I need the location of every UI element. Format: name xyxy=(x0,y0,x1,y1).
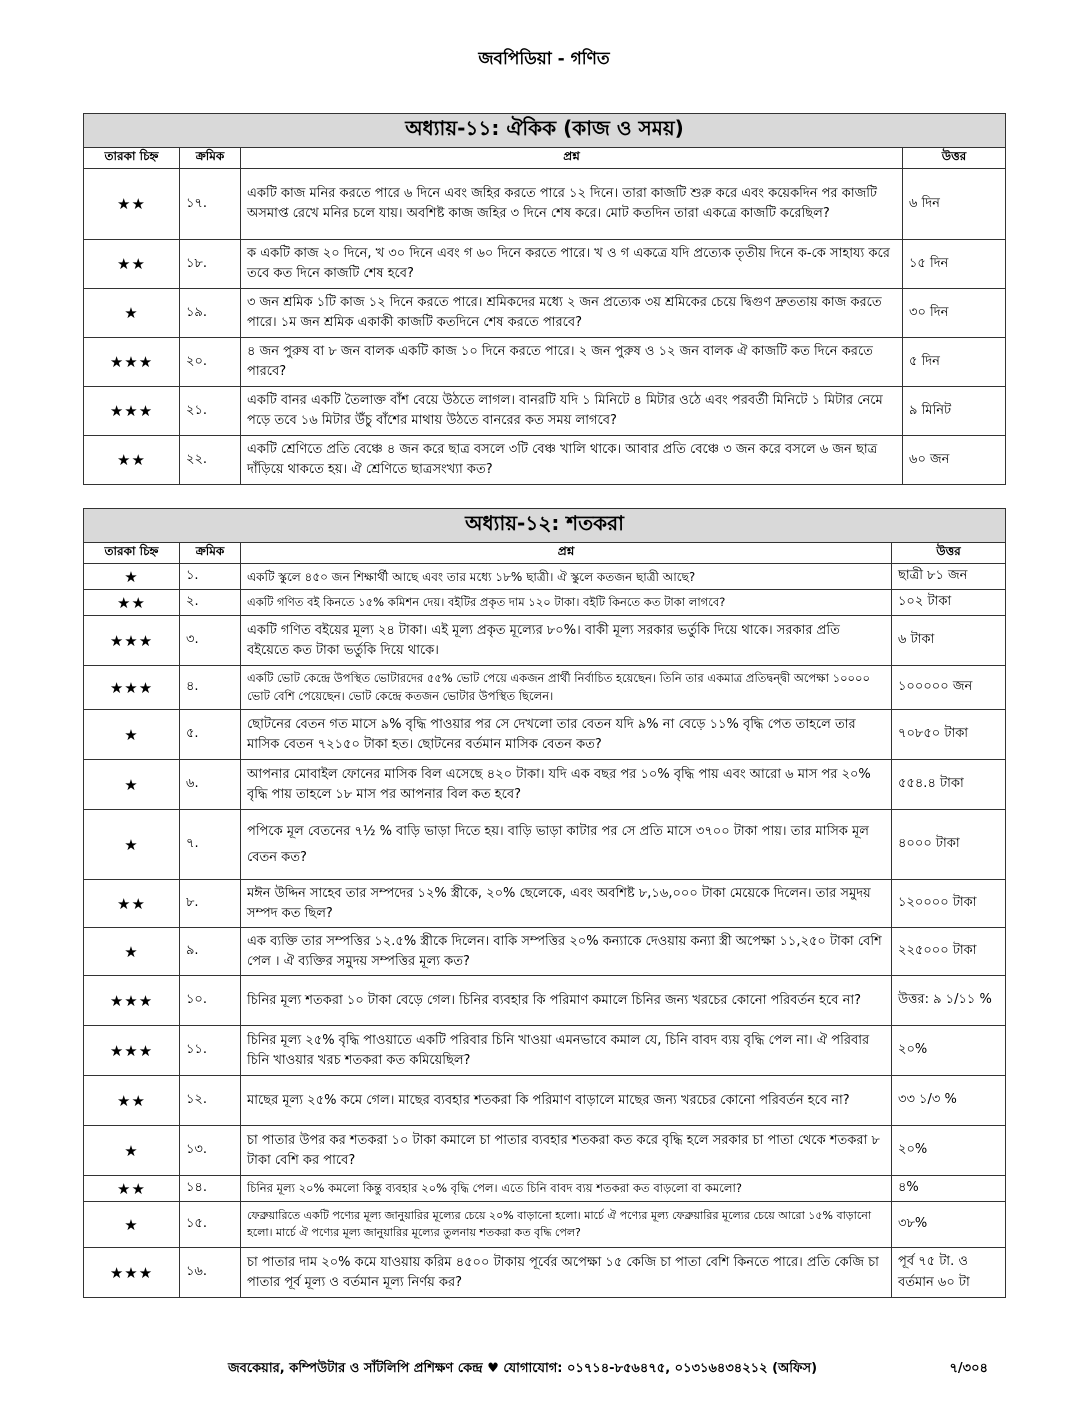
star-rating: ★ xyxy=(84,564,180,590)
star-rating: ★ xyxy=(84,760,180,810)
star-rating: ★★★ xyxy=(84,1026,180,1076)
star-rating: ★★ xyxy=(84,1176,180,1202)
star-rating: ★ xyxy=(84,810,180,880)
question-text: চা পাতার উপর কর শতকরা ১০ টাকা কমালে চা পাতার ব্যবহার শতকরা কত করে বৃদ্ধি হলে সরকার চা পাতা থেকে শতকরা ৮ টাকা বেশি কর পাবে? xyxy=(241,1126,892,1176)
question-text: একটি স্কুলে ৪৫০ জন শিক্ষার্থী আছে এবং তার মধ্যে ১৮% ছাত্রী। ঐ স্কুলে কতজন ছাত্রী আছে? xyxy=(241,564,892,590)
table-row xyxy=(84,338,1006,387)
serial-number: ১০. xyxy=(180,976,241,1026)
table-row xyxy=(84,976,1006,1026)
answer-text: ১২০০০০ টাকা xyxy=(892,880,1006,928)
answer-text: ছাত্রী ৮১ জন xyxy=(892,564,1006,590)
page-footer xyxy=(228,1359,988,1380)
question-text: চিনির মূল্য ২০% কমলো কিন্তু ব্যবহার ২০% বৃদ্ধি পেল। এতে চিনি বাবদ ব্যয় শতকরা কত বাড়লো বা কমলো? xyxy=(241,1176,892,1202)
table-row xyxy=(84,1026,1006,1076)
answer-text: ৯ মিনিট xyxy=(903,387,1006,436)
serial-number: ৩. xyxy=(180,616,241,666)
column-header-answer: উত্তর xyxy=(903,148,1006,169)
serial-number: ১২. xyxy=(180,1076,241,1126)
serial-number: ৬. xyxy=(180,760,241,810)
serial-number: ৭. xyxy=(180,810,241,880)
answer-text: ১০২ টাকা xyxy=(892,590,1006,616)
question-text: ফেব্রুয়ারিতে একটি পণ্যের মূল্য জানুয়ারির মূল্যের চেয়ে ২০% বাড়ানো হলো। মার্চে ঐ পণ্যের মূল্য ফেব্রুয়ারির মূল্যের চেয়ে আরো ১৫% বাড়ানো হলো। মার্চে ঐ পণ্যের মূল্য জানুয়ারির মূল্যের তুলনায় শতকরা কত বৃদ্ধি পেল? xyxy=(241,1202,892,1248)
answer-text: ৬ দিন xyxy=(903,169,1006,240)
question-text: একটি গণিত বইয়ের মূল্য ২৪ টাকা। এই মূল্য প্রকৃত মূল্যের ৮০%। বাকী মূল্য সরকার ভর্তুকি দিয়ে থাকে। সরকার প্রতি বইয়েতে কত টাকা ভর্তুকি দিয়ে থাকে। xyxy=(241,616,892,666)
question-text: ক একটি কাজ ২০ দিনে, খ ৩০ দিনে এবং গ ৬০ দিনে করতে পারে। খ ও গ একত্রে যদি প্রত্যেক তৃতীয় দিনে ক-কে সাহায্য করে তবে কত দিনে কাজটি শেষ হবে? xyxy=(241,240,903,289)
question-text: এক ব্যক্তি তার সম্পত্তির ১২.৫% স্ত্রীকে দিলেন। বাকি সম্পত্তির ২০% কন্যাকে দেওয়ায় কন্যা স্ত্রী অপেক্ষা ১১,২৫০ টাকা বেশি পেল । ঐ ব্যক্তির সমুদয় সম্পত্তির মূল্য কত? xyxy=(241,928,892,976)
question-text: একটি শ্রেণিতে প্রতি বেঞ্চে ৪ জন করে ছাত্র বসলে ৩টি বেঞ্চ খালি থাকে। আবার প্রতি বেঞ্চে ৩ জন করে বসলে ৬ জন ছাত্র দাঁড়িয়ে থাকতে হয়। ঐ শ্রেণিতে ছাত্রসংখ্যা কত? xyxy=(241,436,903,485)
table-row xyxy=(84,666,1006,710)
column-header-stars: তারকা চিহ্ন xyxy=(84,148,180,169)
answer-text: ৬০ জন xyxy=(903,436,1006,485)
answer-text: ৩৩ ১/৩ % xyxy=(892,1076,1006,1126)
table-row xyxy=(84,810,1006,880)
star-rating: ★★★ xyxy=(84,338,180,387)
serial-number: ২০. xyxy=(180,338,241,387)
star-rating: ★★★ xyxy=(84,976,180,1026)
chapter-title: অধ্যায়-১২: শতকরা xyxy=(84,509,1006,543)
answer-text: ৩০ দিন xyxy=(903,289,1006,338)
table-row xyxy=(84,1202,1006,1248)
question-text: চা পাতার দাম ২০% কমে যাওয়ায় করিম ৪৫০০ টাকায় পূর্বের অপেক্ষা ১৫ কেজি চা পাতা বেশি কিনতে পারে। প্রতি কেজি চা পাতার পূর্ব মূল্য ও বর্তমান মূল্য নির্ণয় কর? xyxy=(241,1248,892,1298)
question-text: চিনির মূল্য ২৫% বৃদ্ধি পাওয়াতে একটি পরিবার চিনি খাওয়া এমনভাবে কমাল যে, চিনি বাবদ ব্যয় বৃদ্ধি পেল না। ঐ পরিবার চিনি খাওয়ার খরচ শতকরা কত কমিয়েছিল? xyxy=(241,1026,892,1076)
page-header: জবপিডিয়া - গণিত xyxy=(478,49,610,69)
answer-text: ৩৮% xyxy=(892,1202,1006,1248)
table-row xyxy=(84,616,1006,666)
question-text: চিনির মূল্য শতকরা ১০ টাকা বেড়ে গেল। চিনির ব্যবহার কি পরিমাণ কমালে চিনির জন্য খরচের কোনো পরিবর্তন হবে না? xyxy=(241,976,892,1026)
footer-contact: যোগাযোগ: ০১৭১৪-৮৫৬৪৭৫, ০১৩১৬৪৩৪২১২ (অফিস) xyxy=(503,1361,818,1376)
serial-number: ১১. xyxy=(180,1026,241,1076)
column-header-serial: ক্রমিক xyxy=(180,148,241,169)
question-text: একটি ভোট কেন্দ্রে উপস্থিত ভোটারদের ৫৫% ভোট পেয়ে একজন প্রার্থী নির্বাচিত হয়েছেন। তিনি তার একমাত্র প্রতিদ্বন্দ্বী অপেক্ষা ১০০০০ ভোট বেশি পেয়েছেন। ভোট কেন্দ্রে কতজন ভোটার উপস্থিত ছিলেন। xyxy=(241,666,892,710)
question-text: একটি বানর একটি তৈলাক্ত বাঁশ বেয়ে উঠতে লাগল। বানরটি যদি ১ মিনিটে ৪ মিটার ওঠে এবং পরবর্তী মিনিটে ১ মিটার নেমে পড়ে তবে ১৬ মিটার উঁচু বাঁশের মাথায় উঠতে বানরের কত সময় লাগবে? xyxy=(241,387,903,436)
serial-number: ৫. xyxy=(180,710,241,760)
star-rating: ★★ xyxy=(84,1076,180,1126)
column-header-question: প্রশ্ন xyxy=(241,543,892,564)
serial-number: ২২. xyxy=(180,436,241,485)
star-rating: ★★★ xyxy=(84,666,180,710)
table-row xyxy=(84,1076,1006,1126)
serial-number: ১৫. xyxy=(180,1202,241,1248)
table-row xyxy=(84,1248,1006,1298)
table-row xyxy=(84,387,1006,436)
heart-icon: ♥ xyxy=(487,1361,499,1376)
question-text: ৩ জন শ্রমিক ১টি কাজ ১২ দিনে করতে পারে। শ্রমিকদের মধ্যে ২ জন প্রত্যেক ৩য় শ্রমিকের চেয়ে দ্বিগুণ দ্রুততায় কাজ করতে পারে। ১ম জন শ্রমিক একাকী কাজটি কতদিনে শেষ করতে পারবে? xyxy=(241,289,903,338)
table-row xyxy=(84,590,1006,616)
column-header-stars: তারকা চিহ্ন xyxy=(84,543,180,564)
table-row xyxy=(84,1126,1006,1176)
star-rating: ★★ xyxy=(84,169,180,240)
answer-text: ৭০৮৫০ টাকা xyxy=(892,710,1006,760)
serial-number: ৪. xyxy=(180,666,241,710)
column-header-answer: উত্তর xyxy=(892,543,1006,564)
table-row xyxy=(84,880,1006,928)
question-text: ছোটনের বেতন গত মাসে ৯% বৃদ্ধি পাওয়ার পর সে দেখলো তার বেতন যদি ৯% না বেড়ে ১১% বৃদ্ধি পেত তাহলে তার মাসিক বেতন ৭২১৫০ টাকা হত। ছোটনের বর্তমান মাসিক বেতন কত? xyxy=(241,710,892,760)
table-row xyxy=(84,928,1006,976)
star-rating: ★ xyxy=(84,928,180,976)
answer-text: ২০% xyxy=(892,1026,1006,1076)
serial-number: ১৭. xyxy=(180,169,241,240)
answer-text: ১০০০০০ জন xyxy=(892,666,1006,710)
star-rating: ★★★ xyxy=(84,387,180,436)
serial-number: ৯. xyxy=(180,928,241,976)
question-text: ৪ জন পুরুষ বা ৮ জন বালক একটি কাজ ১০ দিনে করতে পারে। ২ জন পুরুষ ও ১২ জন বালক ঐ কাজটি কত দিনে করতে পারবে? xyxy=(241,338,903,387)
star-rating: ★ xyxy=(84,710,180,760)
answer-text: ২২৫০০০ টাকা xyxy=(892,928,1006,976)
footer-organization: জবকেয়ার, কম্পিউটার ও সাঁটলিপি প্রশিক্ষণ কেন্দ্র xyxy=(228,1361,483,1376)
serial-number: ২. xyxy=(180,590,241,616)
table-row xyxy=(84,240,1006,289)
answer-text: ১৫ দিন xyxy=(903,240,1006,289)
table-row xyxy=(84,710,1006,760)
star-rating: ★★★ xyxy=(84,1248,180,1298)
serial-number: ১৮. xyxy=(180,240,241,289)
serial-number: ২১. xyxy=(180,387,241,436)
serial-number: ১৪. xyxy=(180,1176,241,1202)
star-rating: ★ xyxy=(84,289,180,338)
serial-number: ১৩. xyxy=(180,1126,241,1176)
star-rating: ★★ xyxy=(84,880,180,928)
star-rating: ★★ xyxy=(84,436,180,485)
serial-number: ৮. xyxy=(180,880,241,928)
star-rating: ★ xyxy=(84,1202,180,1248)
page-number: ৭/৩০৪ xyxy=(949,1361,988,1376)
question-text: একটি কাজ মনির করতে পারে ৬ দিনে এবং জহির করতে পারে ১২ দিনে। তারা কাজটি শুরু করে এবং কয়েকদিন পর কাজটি অসমাপ্ত রেখে মনির চলে যায়। অবশিষ্ট কাজ জহির ৩ দিনে শেষ করে। মোট কতদিন তারা একত্রে কাজটি করেছিল? xyxy=(241,169,903,240)
question-text: একটি গণিত বই কিনতে ১৫% কমিশন দেয়। বইটির প্রকৃত দাম ১২০ টাকা। বইটি কিনতে কত টাকা লাগবে? xyxy=(241,590,892,616)
answer-text: পূর্ব ৭৫ টা. ও বর্তমান ৬০ টা xyxy=(892,1248,1006,1298)
question-text: আপনার মোবাইল ফোনের মাসিক বিল এসেছে ৪২০ টাকা। যদি এক বছর পর ১০% বৃদ্ধি পায় এবং আরো ৬ মাস পর ২০% বৃদ্ধি পায় তাহলে ১৮ মাস পর আপনার বিল কত হবে? xyxy=(241,760,892,810)
answer-text: ৪০০০ টাকা xyxy=(892,810,1006,880)
serial-number: ১. xyxy=(180,564,241,590)
table-row xyxy=(84,564,1006,590)
column-header-serial: ক্রমিক xyxy=(180,543,241,564)
answer-text: ৪% xyxy=(892,1176,1006,1202)
star-rating: ★★ xyxy=(84,240,180,289)
chapter-12-table xyxy=(83,508,1006,1298)
table-row xyxy=(84,289,1006,338)
answer-text: উত্তর: ৯ ১/১১ % xyxy=(892,976,1006,1026)
table-row xyxy=(84,169,1006,240)
star-rating: ★ xyxy=(84,1126,180,1176)
table-row xyxy=(84,760,1006,810)
answer-text: ৬ টাকা xyxy=(892,616,1006,666)
table-row xyxy=(84,1176,1006,1202)
question-text: মাছের মূল্য ২৫% কমে গেল। মাছের ব্যবহার শতকরা কি পরিমাণ বাড়ালে মাছের জন্য খরচের কোনো পরিবর্তন হবে না? xyxy=(241,1076,892,1126)
chapter-title: অধ্যায়-১১: ঐকিক (কাজ ও সময়) xyxy=(84,114,1006,148)
serial-number: ১৬. xyxy=(180,1248,241,1298)
serial-number: ১৯. xyxy=(180,289,241,338)
chapter-11-table xyxy=(83,113,1006,485)
question-text: পপিকে মূল বেতনের ৭½ % বাড়ি ভাড়া দিতে হয়। বাড়ি ভাড়া কাটার পর সে প্রতি মাসে ৩৭০০ টাকা পায়। তার মাসিক মূল বেতন কত? xyxy=(241,810,892,880)
star-rating: ★★★ xyxy=(84,616,180,666)
answer-text: ৫৫৪.৪ টাকা xyxy=(892,760,1006,810)
question-text: মঈন উদ্দিন সাহেব তার সম্পদের ১২% স্ত্রীকে, ২০% ছেলেকে, এবং অবশিষ্ট ৮,১৬,০০০ টাকা মেয়েকে দিলেন। তার সমুদয় সম্পদ কত ছিল? xyxy=(241,880,892,928)
star-rating: ★★ xyxy=(84,590,180,616)
table-row xyxy=(84,436,1006,485)
answer-text: ২০% xyxy=(892,1126,1006,1176)
column-header-question: প্রশ্ন xyxy=(241,148,903,169)
answer-text: ৫ দিন xyxy=(903,338,1006,387)
